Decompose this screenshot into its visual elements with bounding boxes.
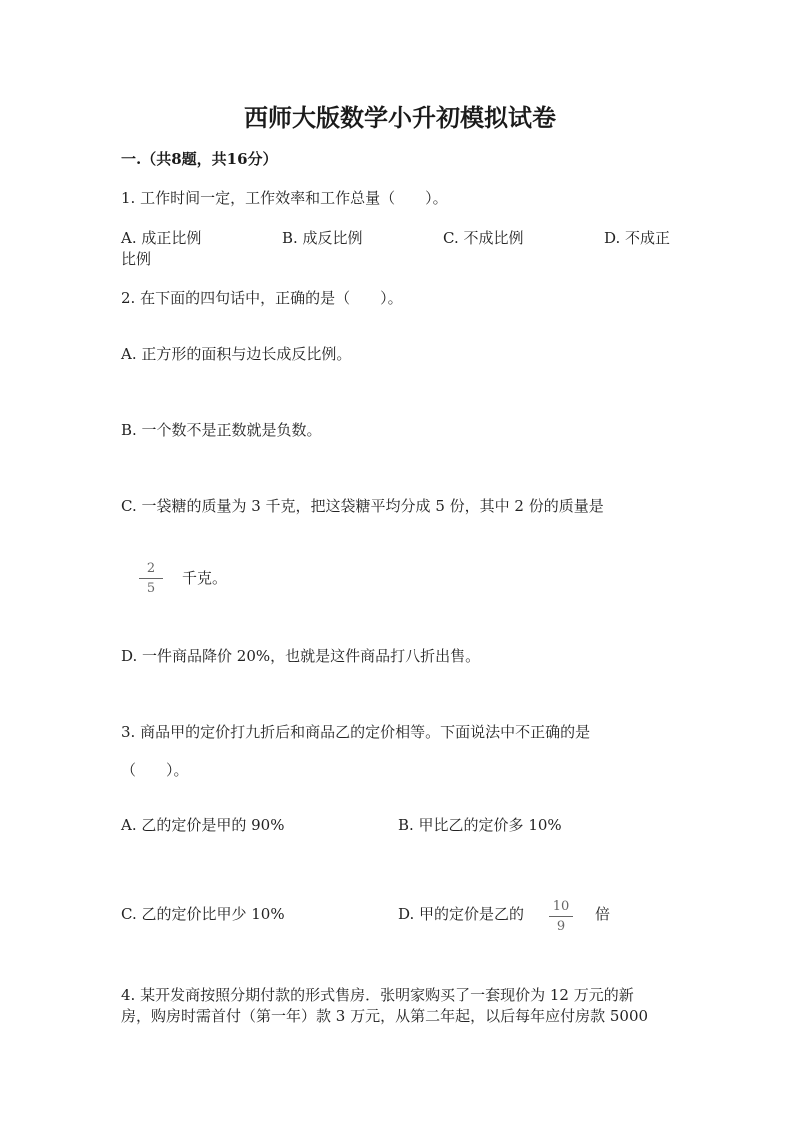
section-heading: 一.（共8题，共16分） (121, 150, 278, 168)
question-2-option-d[interactable]: D. 一件商品降价 20%，也就是这件商品打八折出售。 (121, 647, 481, 665)
question-3-option-c[interactable]: C. 乙的定价比甲少 10% (121, 905, 285, 923)
question-3-stem: 3. 商品甲的定价打九折后和商品乙的定价相等。下面说法中不正确的是 (121, 723, 591, 741)
question-4-line-1: 4. 某开发商按照分期付款的形式售房．张明家购买了一套现价为 12 万元的新 (121, 986, 634, 1004)
question-2-option-b[interactable]: B. 一个数不是正数就是负数。 (121, 421, 322, 439)
question-1-option-a[interactable]: A. 成正比例 (121, 229, 202, 247)
fraction-denominator: 9 (556, 919, 566, 934)
question-3-option-a[interactable]: A. 乙的定价是甲的 90% (121, 816, 285, 834)
question-3-option-d-tail: 倍 (595, 905, 611, 923)
fraction-bar (549, 916, 573, 917)
fraction-numerator: 2 (146, 561, 156, 576)
question-2-option-a[interactable]: A. 正方形的面积与边长成反比例。 (121, 345, 352, 363)
fraction-numerator: 10 (552, 899, 570, 914)
fraction-bar (139, 578, 163, 579)
question-1-option-c[interactable]: C. 不成比例 (443, 229, 524, 247)
question-2-stem: 2. 在下面的四句话中，正确的是（ ）。 (121, 289, 403, 307)
page-title: 西师大版数学小升初模拟试卷 (244, 103, 556, 132)
question-3-option-d[interactable]: D. 甲的定价是乙的 (398, 905, 525, 923)
question-3-stem-wrap: （ ）。 (121, 761, 189, 779)
question-1-option-d[interactable]: D. 不成正 (604, 229, 671, 247)
fraction-denominator: 5 (146, 581, 156, 596)
question-2-option-c[interactable]: C. 一袋糖的质量为 3 千克，把这袋糖平均分成 5 份，其中 2 份的质量是 (121, 497, 604, 515)
question-1-option-b[interactable]: B. 成反比例 (282, 229, 363, 247)
fraction-two-fifths (139, 562, 163, 596)
question-2-option-c-tail: 千克。 (182, 569, 228, 587)
fraction-ten-ninths (549, 900, 573, 934)
question-4-line-2: 房，购房时需首付（第一年）款 3 万元，从第二年起，以后每年应付房款 5000 (121, 1007, 649, 1025)
question-1-stem: 1. 工作时间一定，工作效率和工作总量（ ）。 (121, 189, 448, 207)
question-1-option-d-wrap: 比例 (121, 250, 152, 268)
question-3-option-b[interactable]: B. 甲比乙的定价多 10% (398, 816, 562, 834)
